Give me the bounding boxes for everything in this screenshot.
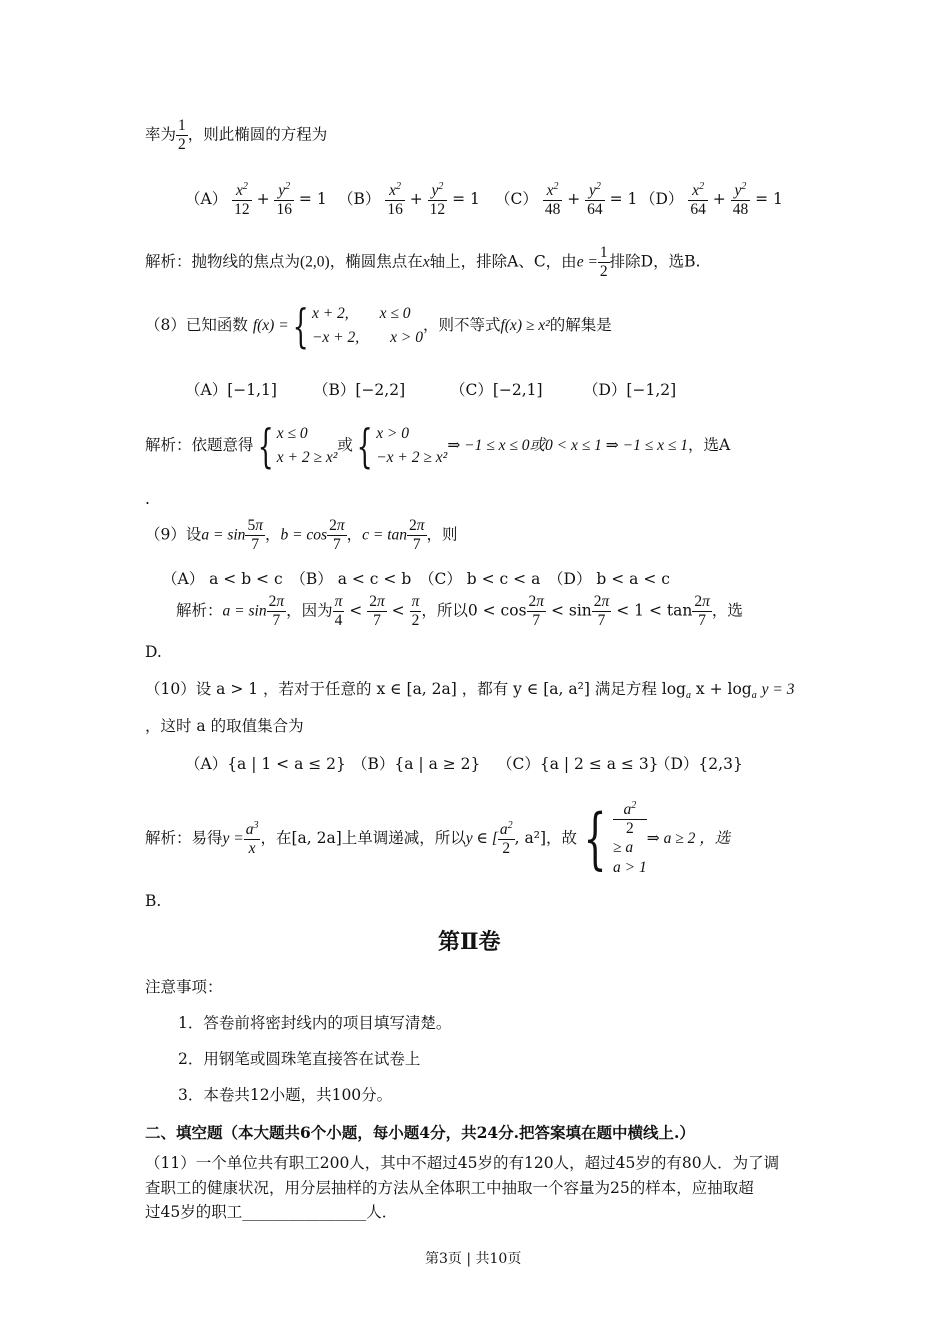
q10-question-line2: ，这时 a 的取值集合为 (145, 717, 304, 735)
q11-line: 过45岁的职工________________人． (145, 1203, 398, 1221)
q9-question: （9）设a = sin $\frac{5\pi}{7}$ ，b = cos $\frac{2\pi}{7}$ ，c = tan $\frac{2\pi}{7}$ ，则 (145, 517, 458, 553)
fraction: $\frac{1}{2}$ (178, 117, 186, 153)
q8-option-c: （C）[−2,1] (450, 381, 543, 399)
q10-option-b: （B）{a | a ≥ 2} (352, 755, 481, 773)
q8-option-a: （A）[−1,1] (185, 381, 277, 399)
q7-tail: 率为 $\frac{1}{2}$ ，则此椭圆的方程为 (145, 117, 328, 153)
q11-line: 查职工的健康状况，用分层抽样的方法从全体职工中抽取一个容量为25的样本，应抽取超 (145, 1179, 754, 1197)
q10-option-d: （D）{2,3} (655, 755, 743, 773)
notes-heading: 注意事项： (145, 978, 223, 996)
q7-solution: 解析：抛物线的焦点为(2,0)，椭圆焦点在x轴上，排除A、C，由e = $\frac{1}{2}$ 排除D，选B. (145, 244, 701, 280)
q7-option-a: （A） $\frac{x^2}{12}$ + $\frac{y^2}{16}$ = 1 (185, 181, 327, 218)
notes-item: 1．答卷前将密封线内的项目填写清楚。 (178, 1014, 452, 1032)
q10-option-a: （A）{a | 1 < a ≤ 2} (185, 755, 346, 773)
q8-question: （8）已知函数 f(x) ={ x + 2, x ≤ 0 −x + 2, x > 0 ，则不等式f(x) ≥ x²的解集是 (145, 299, 612, 354)
q7-option-b: （B） $\frac{x^2}{16}$ + $\frac{y^2}{12}$ = 1 (338, 181, 480, 218)
q8-option-b: （B）[−2,2] (313, 381, 406, 399)
part2-title: 第Ⅱ卷 (438, 929, 501, 955)
q11-line: （11）一个单位共有职工200人，其中不超过45岁的有120人，超过45岁的有80人．为了调 (145, 1154, 780, 1172)
q7-option-d: （D） $\frac{x^2}{64}$ + $\frac{y^2}{48}$ = 1 (640, 181, 783, 218)
page-footer: 第3页 | 共10页 (425, 1251, 522, 1267)
notes-item: 3．本卷共12小题，共100分。 (178, 1086, 393, 1104)
q9-solution: 解析：a = sin $\frac{2\pi}{7}$ ，因为 $\frac{\pi}{4}$ < $\frac{2\pi}{7}$ < $\frac{\pi}{2}$ ，所以0 < cos $\frac{2\pi}{7}$ < sin $\frac{2\pi}{7}$ < 1 < tan $\frac{2\pi}{7}$ ，选 (176, 593, 743, 629)
q8-option-d: （D）[−1,2] (583, 381, 677, 399)
q7-option-c: （C） $\frac{x^2}{48}$ + $\frac{y^2}{64}$ = 1 (495, 181, 638, 218)
q8-solution-dot: . (145, 490, 150, 508)
q10-solution-end: B. (145, 892, 162, 910)
section2-heading: 二、填空题（本大题共6个小题，每小题4分，共24分.把答案填在题中横线上.） (145, 1123, 695, 1142)
q8-solution: 解析：依题意得{ x ≤ 0 x + 2 ≥ x² 或{ x > 0 −x + 2 ≥ x² ⇒ −1 ≤ x ≤ 0或0 < x ≤ 1 ⇒ −1 ≤ x ≤ 1，选A (145, 419, 731, 474)
q9-options: （A） a < b < c （B） a < c < b （C） b < c < a （D） b < a < c (162, 570, 670, 588)
q10-solution: 解析：易得y = $\frac{a^3}{x}$ ，在[a, 2a]上单调递减，所以y ∈ [ $\frac{a^2}{2}$ , a²]，故{ $a^2$ 2 ≥ a a > 1 ⇒ a ≥ 2 ，选 (145, 800, 731, 878)
q10-question: （10）设 a > 1 ，若对于任意的 x ∈ [a, 2a] ，都有 y ∈ [a, a²] 满足方程 $\log_a x + \log_a y = 3$ (145, 680, 795, 702)
q9-solution-end: D. (145, 643, 162, 661)
q10-option-c: （C）{a | 2 ≤ a ≤ 3} (497, 755, 659, 773)
notes-item: 2．用钢笔或圆珠笔直接答在试卷上 (178, 1050, 421, 1068)
